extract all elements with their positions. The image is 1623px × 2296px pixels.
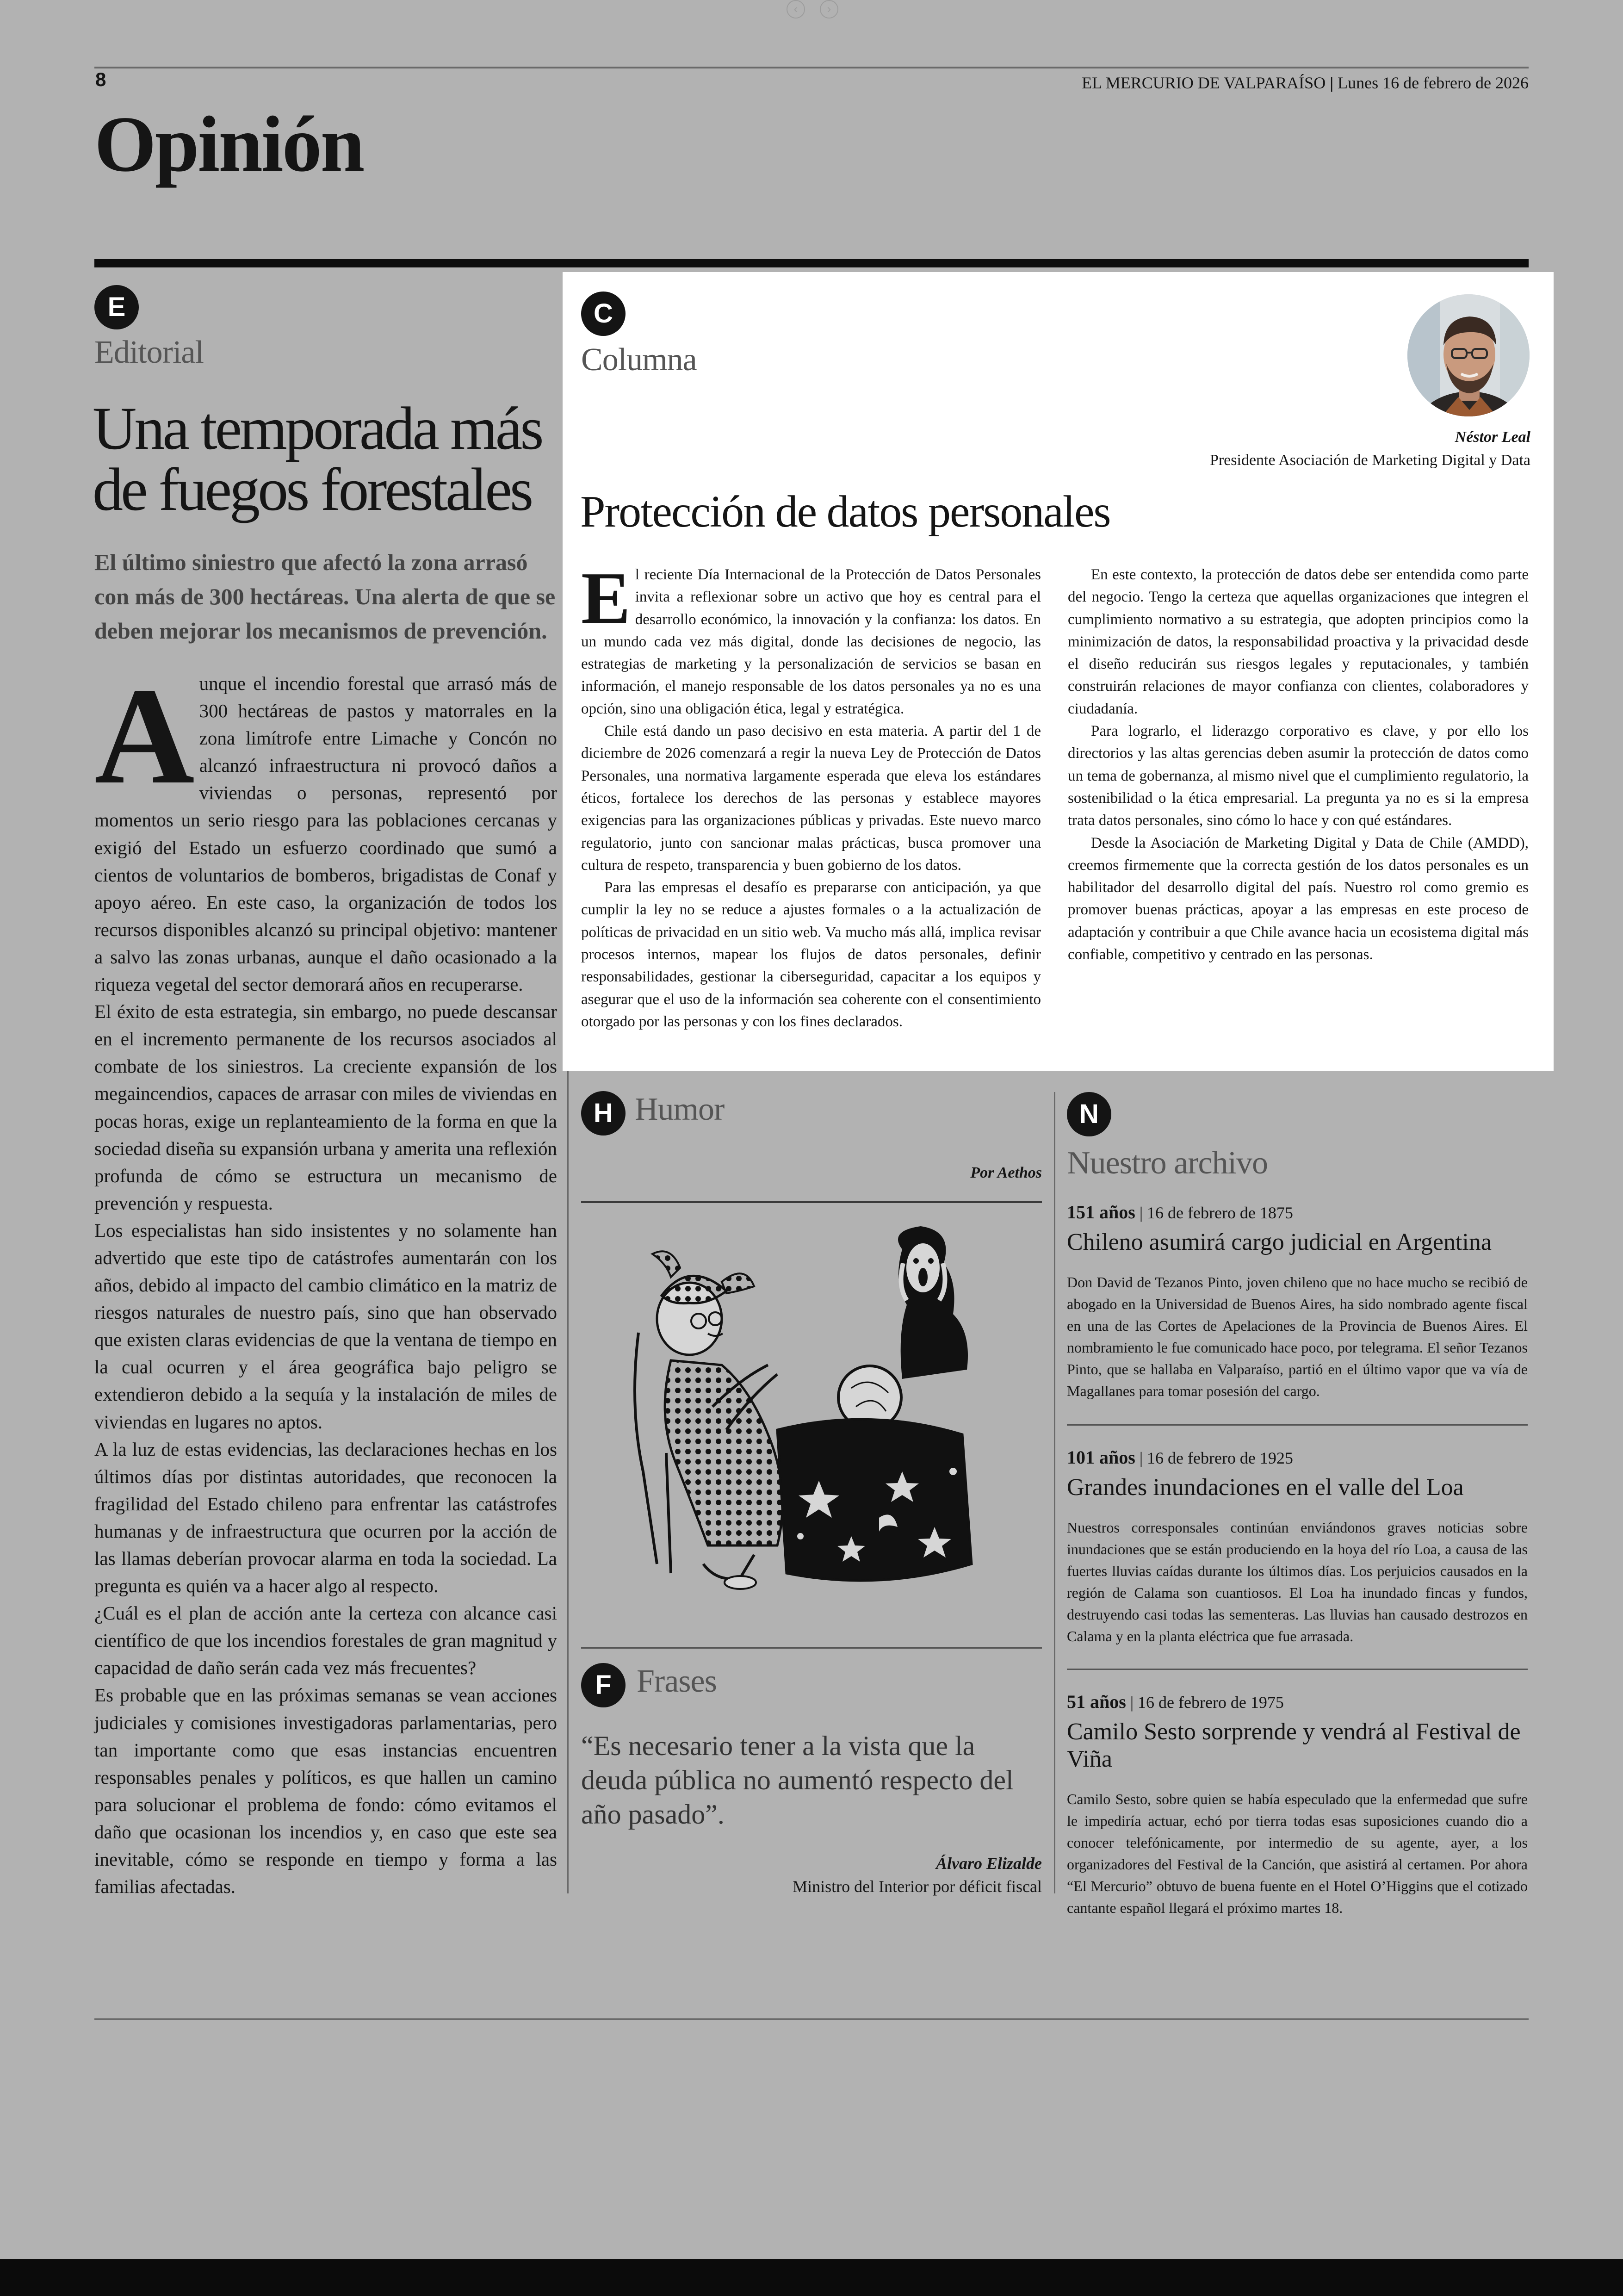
- archive-item-date: 16 de febrero de 1975: [1138, 1693, 1284, 1712]
- archive-item-years: 151 años: [1067, 1202, 1135, 1222]
- column-author: Néstor Leal: [1455, 428, 1530, 446]
- masthead-name: EL MERCURIO DE VALPARAÍSO: [1082, 74, 1326, 92]
- frases-author: Álvaro Elizalde: [935, 1854, 1042, 1873]
- archive-item-body: Camilo Sesto, sobre quien se había especulado que la enfermedad que sufre le impediría actuar, echó por tierra todas esas suposiciones cuando dio a conocer telefónicamente, por intermedio de su agente, ayer, a los organizadores del Festival de la Canción, que asistirá al certamen. Por ahora “El Mercurio” obtuvo de buena fuente en el Hotel O’Higgins que el cotizado cantante español llegará el próximo martes 18.: [1067, 1791, 1528, 1916]
- editorial-paragraph: Aunque el incendio forestal que arrasó más de 300 hectáreas de pastos y matorrales en la zona limítrofe entre Limache y Concón no alcanzó infraestructura ni provocó daños a viviendas o personas, representó por momentos un serio riesgo para las poblaciones cercanas y exigió del Estado un esfuerzo coordinado que sumó a cientos de voluntarios de bomberos, brigadistas de Conaf y apoyo aéreo. En este caso, la organización de todos los recursos disponibles alcanzó su principal objetivo: mantener a salvo las zonas urbanas, aunque el daño ocasionado a la riqueza vegetal del sector demorará años en recuperarse.: [94, 659, 557, 995]
- archive-item-meta: 151 años | 16 de febrero de 1875: [1067, 1202, 1293, 1222]
- frases-quote: “Es necesario tener a la vista que la deuda pública no aumentó respecto del año pasado”.: [581, 1731, 1014, 1830]
- editorial-paragraph: Es probable que en las próximas semanas se vean acciones judiciales y comisiones investigadoras parlamentarias, pero tan importante como que esas instancias encuentren responsables penales y políticos, es que hallen un camino para solucionar el problema de fondo: cómo evitamos el daño que ocasionan los incendios y, en caso que este sea inevitable, cómo se responde en tiempo y forma a las familias afectadas.: [94, 1684, 557, 1898]
- page-bottom-rule: [94, 2018, 1529, 2020]
- editorial-deck: El último siniestro que afectó la zona arrasó con más de 300 hectáreas. Una alerta de que se deben mejorar los mecanismos de prevención.: [94, 549, 556, 644]
- next-page-icon[interactable]: ›: [820, 0, 838, 19]
- archive-item-rule: [1067, 1424, 1528, 1426]
- archive-item-years: 101 años: [1067, 1447, 1135, 1468]
- editorial-kicker: Editorial: [94, 335, 204, 370]
- section-title: Opinión: [94, 100, 364, 188]
- column-title: Protección de datos personales: [580, 487, 1110, 537]
- archive-item-rule: [1067, 1669, 1528, 1670]
- archive-item: [1067, 1691, 1528, 1919]
- archive-item-title: Camilo Sesto sorprende y vendrá al Festival de Viña: [1067, 1719, 1521, 1772]
- editorial-paragraph: ¿Cuál es el plan de acción ante la certeza con alcance casi científico de que los incendios forestales de gran magnitud y capacidad de daño serán cada vez más frecuentes?: [94, 1602, 557, 1679]
- editorial-body: [94, 659, 557, 1900]
- editorial-title: [93, 394, 564, 523]
- archive-kicker: Nuestro archivo: [1067, 1145, 1268, 1181]
- column-paragraph: Desde la Asociación de Marketing Digital y Data de Chile (AMDD), creemos firmemente que la correcta gestión de los datos personales es un habilitador del desarrollo digital del país. Nuestro rol como gremio es promover buenas prácticas, apoyar a las empresas en este proceso de adaptación y contribuir a que Chile avance hacia un ecosistema digital más confiable, competitivo y centrado en las personas.: [1068, 834, 1529, 963]
- column-badge: C: [581, 292, 626, 336]
- archive-divider: [1054, 1092, 1055, 1893]
- archive-item-date: 16 de febrero de 1875: [1147, 1204, 1293, 1222]
- humor-rule: [581, 1201, 1042, 1203]
- archive-item-body: Nuestros corresponsales continúan enviándonos graves noticias sobre inundaciones que se están produciendo en la hoya del río Loa, a causa de las fuertes lluvias caídas durante los últimos días. Los perjuicios causados en la región de Calama son cuantiosos. El Loa ha inundado fincas y fundos, destruyendo casi todas las sementeras. Las lluvias han causado destrozos en Calama y en la planta eléctrica que fue arrasada.: [1067, 1519, 1528, 1644]
- header-top-rule: [94, 67, 1529, 68]
- prev-page-icon[interactable]: ‹: [787, 0, 805, 19]
- archive-item-body: Don David de Tezanos Pinto, joven chileno que no hace mucho se recibió de abogado en la Universidad de Buenos Aires, ha sido nombrado agente fiscal en una de las Cortes de Apelaciones de la Provincia de Buenos Aires. El nombramiento le fue comunicado hace poco, por telegrama. El señor Tezanos Pinto, que se hallaba en Valparaíso, partió en el último vapor que va vía de Magallanes para tomar posesión del cargo.: [1067, 1274, 1528, 1399]
- author-photo: [1407, 294, 1530, 416]
- column-dropcap: E: [581, 557, 631, 639]
- archive-item: [1067, 1446, 1528, 1647]
- masthead-date: Lunes 16 de febrero de 2026: [1338, 74, 1529, 92]
- column-kicker: Columna: [581, 342, 697, 378]
- column-paragraph: Para las empresas el desafío es prepararse con anticipación, ya que cumplir la ley no se reduce a ajustes formales o a la actualización de políticas de privacidad en un sitio web. Va mucho más allá, implica revisar procesos internos, mapear los flujos de datos personales, definir responsabilidades, gestionar la ciberseguridad, capacitar a los equipos y asegurar que el uso de la información sea coherente con el consentimiento otorgado por las personas y con los fines declarados.: [581, 879, 1041, 1030]
- editorial-title-line1: Una temporada más: [93, 394, 542, 462]
- editorial-badge: E: [94, 285, 139, 329]
- column-body-left: [581, 557, 1041, 1033]
- column-divider: [567, 1070, 569, 1893]
- archive-item-meta: 51 años | 16 de febrero de 1975: [1067, 1691, 1284, 1712]
- column-paragraph: En este contexto, la protección de datos debe ser entendida como parte del negocio. Tengo la certeza que aquellas organizaciones que integren el cumplimiento normativo a su estrategia, que adopten principios como la minimización de datos, la responsabilidad proactiva y la privacidad desde el diseño reducirán sus riesgos legales y reputacionales, y también construirán relaciones de mayor confianza con clientes, colaboradores y ciudadanía.: [1068, 566, 1529, 717]
- editorial-paragraph: Los especialistas han sido insistentes y no solamente han advertido que este tipo de catástrofes aumentarán con los años, debido al impacto del cambio climático en la matriz de riesgos naturales de nuestro país, sino que han observado que existen claras evidencias de que la ventana de tiempo en la cual ocurren y el área geográfica bajo peligro se extendieron debido a la sequía y la instalación de miles de viviendas en lugares no aptos.: [94, 1219, 557, 1433]
- column-paragraph: Para lograrlo, el liderazgo corporativo es clave, y por ello los directorios y las altas gerencias deben asumir la protección de datos como un tema de gobernanza, al mismo nivel que el cumplimiento regulatorio, la sostenibilidad o la ética empresarial. La pregunta ya no es si la empresa trata datos personales, sino cómo lo hace y con qué estándares.: [1068, 723, 1529, 829]
- humor-credit: Por Aethos: [970, 1164, 1042, 1181]
- archive-item: [1067, 1201, 1528, 1402]
- archive-item-date: 16 de febrero de 1925: [1147, 1449, 1293, 1467]
- archive-item-meta: 101 años | 16 de febrero de 1925: [1067, 1447, 1293, 1468]
- column-paragraph: Chile está dando un paso decisivo en esta materia. A partir del 1 de diciembre de 2026 comenzará a regir la nueva Ley de Protección de Datos Personales, una normativa largamente esperada que eleva los estándares éticos, fortalece los derechos de las personas y establece mayores exigencias para las organizaciones públicas y privadas. Este nuevo marco regulatorio, junto con sancionar malas prácticas, busca promover una cultura de respeto, transparencia y buen gobierno de los datos.: [581, 723, 1041, 874]
- masthead-separator: |: [1330, 74, 1334, 92]
- frases-rule: [581, 1647, 1042, 1649]
- frases-role: Ministro del Interior por déficit fiscal: [793, 1877, 1042, 1896]
- editorial-paragraph: El éxito de esta estrategia, sin embargo, no puede descansar en el incremento permanente de los recursos asociados al combate de los siniestros. La creciente expansión de los megaincendios, capaces de arrasar con miles de viviendas en pocas horas, exige un replanteamiento de la forma en que la sociedad diseña su expansión urbana y amerita una reflexión profunda de cómo se estructura un mecanismo de prevención y respuesta.: [94, 1001, 557, 1214]
- column-author-role: Presidente Asociación de Marketing Digital y Data: [1209, 452, 1530, 469]
- editorial-paragraph: A la luz de estas evidencias, las declaraciones hechas en los últimos días por distintas autoridades, que reconocen la fragilidad del Estado chileno para enfrentar las catástrofes humanas y de infraestructura que ocurren por la acción de las llamas deberían provocar alarma en toda la sociedad. La pregunta es quién va a hacer algo al respecto.: [94, 1438, 557, 1597]
- footer-bar: [0, 2259, 1623, 2296]
- masthead: [1082, 73, 1529, 93]
- archive-item-title: Chileno asumirá cargo judicial en Argentina: [1067, 1229, 1492, 1255]
- humor-cartoon: [601, 1212, 1018, 1629]
- frases-badge: F: [581, 1663, 626, 1707]
- section-heavy-rule: [94, 259, 1529, 267]
- frases-kicker: Frases: [637, 1663, 717, 1699]
- archive-badge: N: [1067, 1092, 1111, 1136]
- humor-kicker: Humor: [635, 1092, 725, 1127]
- editorial-dropcap: A: [94, 659, 195, 813]
- column-paragraph: El reciente Día Internacional de la Protección de Datos Personales invita a reflexionar sobre un activo que hoy es central para el desarrollo económico, la innovación y la confianza: los datos. En un mundo cada vez más digital, donde las decisiones de negocio, las estrategias de marketing y la personalización de servicios se basan en información, el manejo responsable de los datos personales ya no es una opción, sino una obligación ética, legal y estratégica.: [581, 557, 1041, 717]
- archive-item-years: 51 años: [1067, 1691, 1126, 1712]
- editorial-title-line2: de fuegos forestales: [93, 455, 532, 523]
- archive-item-title: Grandes inundaciones en el valle del Loa: [1067, 1474, 1464, 1501]
- humor-badge: H: [581, 1091, 626, 1136]
- column-body-right: [1068, 564, 1529, 966]
- page-number: 8: [95, 68, 106, 90]
